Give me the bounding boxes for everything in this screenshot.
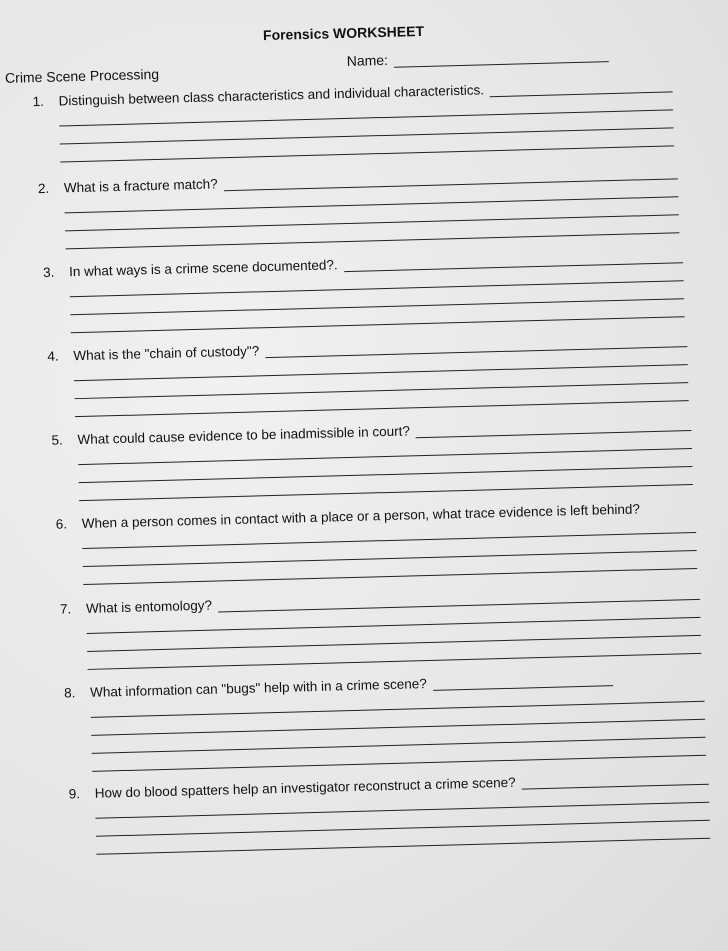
question-number: 5. — [51, 432, 64, 448]
question-8 — [64, 669, 706, 773]
question-text: What information can "bugs" help with in a crime scene? — [89, 676, 427, 700]
question-number: 1. — [32, 93, 45, 110]
name-field — [347, 46, 610, 69]
question-9 — [69, 770, 711, 856]
question-text: Distinguish between class characteristics and individual characteristics. — [58, 82, 485, 109]
question-4 — [47, 332, 689, 418]
question-number: 2. — [37, 180, 50, 197]
question-5 — [51, 416, 693, 502]
question-number: 8. — [63, 685, 76, 701]
question-text: What is the "chain of custody"? — [73, 343, 260, 364]
question-number: 7. — [59, 601, 72, 617]
question-number: 6. — [55, 516, 68, 532]
question-text: What could cause evidence to be inadmissible in court? — [77, 423, 411, 448]
question-text: What is a fracture match? — [63, 176, 218, 196]
name-blank-line — [394, 49, 609, 68]
question-7 — [60, 585, 702, 671]
question-text: How do blood spatters help an investigator reconstruct a crime scene? — [94, 774, 516, 801]
worksheet-subtitle: Crime Scene Processing — [4, 65, 160, 86]
question-text: In what ways is a crime scene documented?. — [68, 257, 338, 280]
question-number: 3. — [42, 264, 55, 280]
question-text: When a person comes in contact with a place or a person, what trace evidence is left behind? — [81, 501, 641, 532]
question-text: What is entomology? — [85, 597, 213, 616]
name-label: Name: — [346, 51, 389, 69]
question-1 — [32, 77, 674, 163]
question-6 — [56, 500, 698, 586]
question-3 — [43, 248, 685, 334]
question-number: 9. — [68, 786, 81, 802]
question-number: 4. — [47, 348, 59, 364]
worksheet-title: Forensics WORKSHEET — [262, 22, 425, 44]
question-2 — [38, 164, 680, 250]
